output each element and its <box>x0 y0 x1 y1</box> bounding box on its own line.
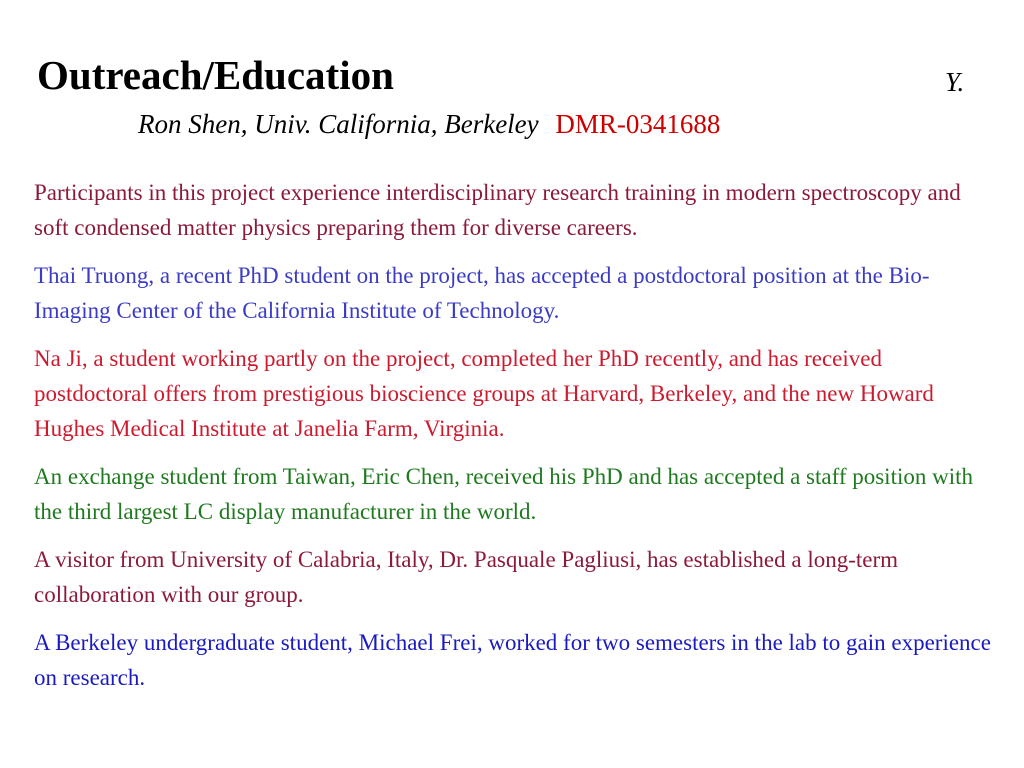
paragraph-pasquale-pagliusi: A visitor from University of Calabria, Italy, Dr. Pasquale Pagliusi, has established a long-term collaboration with our group. <box>34 547 899 607</box>
slide-title: Outreach/Education <box>37 52 394 98</box>
paragraph-thai-truong: Thai Truong, a recent PhD student on the project, has accepted a postdoctoral position at the Bio-Imaging Center of the California Institute of Technology. <box>34 263 930 323</box>
author-affiliation: Ron Shen, Univ. California, Berkeley <box>138 109 539 139</box>
paragraph-training: Participants in this project experience interdisciplinary research training in modern spectroscopy and soft condensed matter physics preparing them for diverse careers. <box>34 180 961 240</box>
paragraph-na-ji: Na Ji, a student working partly on the project, completed her PhD recently, and has received postdoctoral offers from prestigious bioscience groups at Harvard, Berkeley, and the new Howard Hughes Medical Institute at Janelia Farm, Virginia. <box>34 346 934 441</box>
title-suffix: Y. <box>945 67 965 97</box>
grant-number: DMR-0341688 <box>555 109 721 139</box>
byline <box>138 108 720 140</box>
slide-body <box>34 175 994 708</box>
paragraph-michael-frei: A Berkeley undergraduate student, Michael Frei, worked for two semesters in the lab to gain experience on research. <box>34 630 991 690</box>
paragraph-eric-chen: An exchange student from Taiwan, Eric Chen, received his PhD and has accepted a staff position with the third largest LC display manufacturer in the world. <box>34 464 973 524</box>
